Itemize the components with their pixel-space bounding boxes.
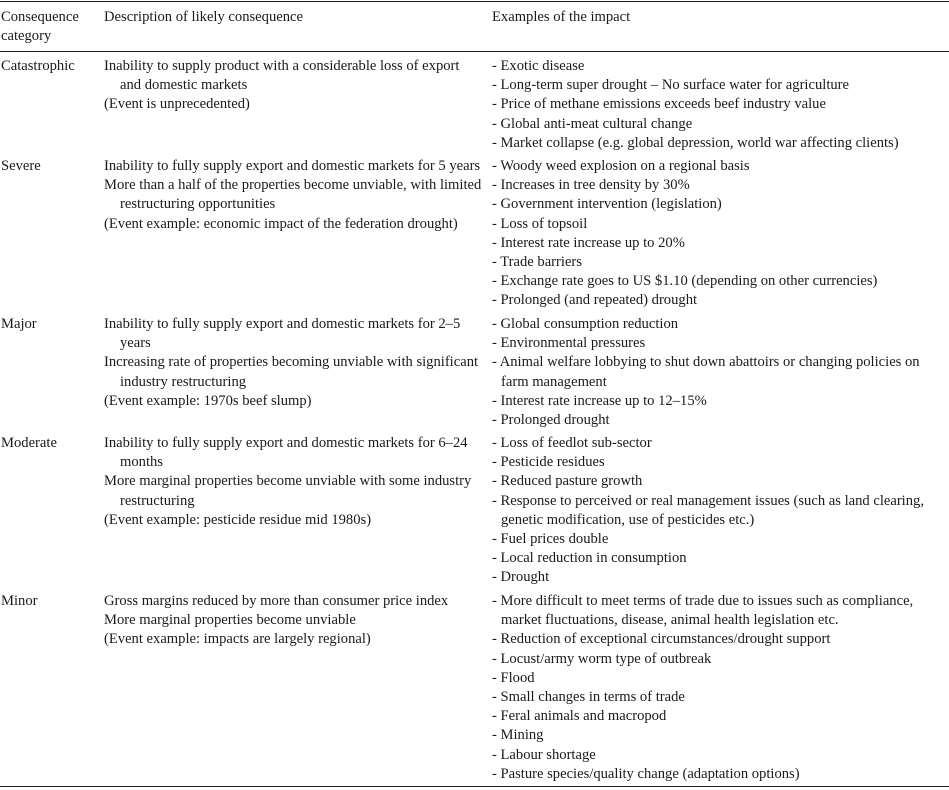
example-item: - Reduced pasture growth — [492, 473, 643, 490]
example-item: - Exchange rate goes to US $1.10 (depending on other currencies) — [492, 273, 878, 290]
example-item: - Loss of topsoil — [492, 215, 588, 232]
example-item: - Local reduction in consumption — [492, 550, 687, 567]
example-item: - Prolonged (and repeated) drought — [492, 292, 698, 309]
description-line: (Event example: economic impact of the federation drought) — [104, 215, 458, 232]
example-item: - Interest rate increase up to 12–15% — [492, 392, 707, 409]
example-item: - More difficult to meet terms of trade due to issues such as compliance, market fluctuations, disease, animal health legislation etc. — [492, 593, 914, 629]
description-line: Inability to supply product with a considerable loss of export and domestic markets — [104, 58, 460, 94]
description-line: (Event example: 1970s beef slump) — [104, 392, 312, 409]
example-item: - Mining — [492, 727, 544, 744]
description-line: Inability to fully supply export and domestic markets for 5 years — [104, 158, 481, 174]
description-line: Inability to fully supply export and domestic markets for 6–24 months — [104, 435, 468, 471]
example-item: - Feral animals and macropod — [492, 708, 667, 725]
header-rule — [0, 51, 949, 52]
row-category-severe: Severe — [1, 158, 41, 174]
row-examples-minor — [492, 592, 944, 784]
description-line: More than a half of the properties become unviable, with limited restructuring opportunities — [104, 177, 482, 213]
row-examples-major — [492, 315, 944, 430]
table-top-rule — [0, 1, 949, 2]
example-item: - Pesticide residues — [492, 454, 605, 471]
header-description: Description of likely consequence — [104, 9, 303, 25]
row-category-catastrophic: Catastrophic — [1, 58, 75, 74]
example-item: - Drought — [492, 569, 550, 586]
row-examples-catastrophic — [492, 57, 944, 153]
description-line: (Event example: impacts are largely regional) — [104, 631, 371, 648]
description-line: Gross margins reduced by more than consumer price index — [104, 593, 449, 609]
example-item: - Response to perceived or real management issues (such as land clearing, genetic modification, use of pesticides etc.) — [492, 492, 924, 528]
example-item: - Small changes in terms of trade — [492, 689, 685, 706]
row-category-minor: Minor — [1, 593, 38, 609]
table-bottom-rule — [0, 786, 949, 787]
example-item: - Reduction of exceptional circumstances/drought support — [492, 631, 831, 648]
row-category-moderate: Moderate — [1, 435, 57, 451]
example-item: - Fuel prices double — [492, 531, 609, 548]
row-description-severe — [104, 157, 484, 234]
example-item: - Global consumption reduction — [492, 316, 679, 332]
description-line: More marginal properties become unviable with some industry restructuring — [104, 473, 472, 509]
example-item: - Increases in tree density by 30% — [492, 177, 690, 194]
row-description-minor — [104, 592, 484, 650]
example-item: - Trade barriers — [492, 254, 582, 271]
description-line: Increasing rate of properties becoming unviable with significant industry restructuring — [104, 354, 479, 390]
description-line: (Event example: pesticide residue mid 1980s) — [104, 511, 372, 528]
row-description-catastrophic — [104, 57, 484, 115]
example-item: - Prolonged drought — [492, 412, 610, 429]
example-item: - Government intervention (legislation) — [492, 196, 722, 213]
row-description-major — [104, 315, 484, 411]
description-line: (Event is unprecedented) — [104, 96, 250, 113]
example-item: - Interest rate increase up to 20% — [492, 234, 685, 251]
example-item: - Exotic disease — [492, 58, 585, 74]
description-line: Inability to fully supply export and domestic markets for 2–5 years — [104, 316, 461, 352]
example-item: - Labour shortage — [492, 746, 596, 763]
row-description-moderate — [104, 434, 484, 530]
example-item: - Environmental pressures — [492, 335, 646, 352]
example-item: - Long-term super drought – No surface water for agriculture — [492, 77, 850, 94]
example-item: - Loss of feedlot sub-sector — [492, 435, 652, 451]
example-item: - Price of methane emissions exceeds beef industry value — [492, 96, 826, 113]
example-item: - Pasture species/quality change (adaptation options) — [492, 765, 800, 782]
row-examples-severe — [492, 157, 944, 311]
example-item: - Global anti-meat cultural change — [492, 115, 693, 132]
example-item: - Market collapse (e.g. global depression, world war affecting clients) — [492, 134, 899, 151]
example-item: - Flood — [492, 669, 535, 686]
example-item: - Locust/army worm type of outbreak — [492, 650, 712, 667]
description-line: More marginal properties become unviable — [104, 612, 356, 629]
header-category: Consequence category — [1, 9, 79, 45]
example-item: - Animal welfare lobbying to shut down abattoirs or changing policies on farm management — [492, 354, 920, 390]
header-examples: Examples of the impact — [492, 9, 631, 25]
row-examples-moderate — [492, 434, 944, 588]
example-item: - Woody weed explosion on a regional basis — [492, 158, 750, 174]
row-category-major: Major — [1, 316, 37, 332]
